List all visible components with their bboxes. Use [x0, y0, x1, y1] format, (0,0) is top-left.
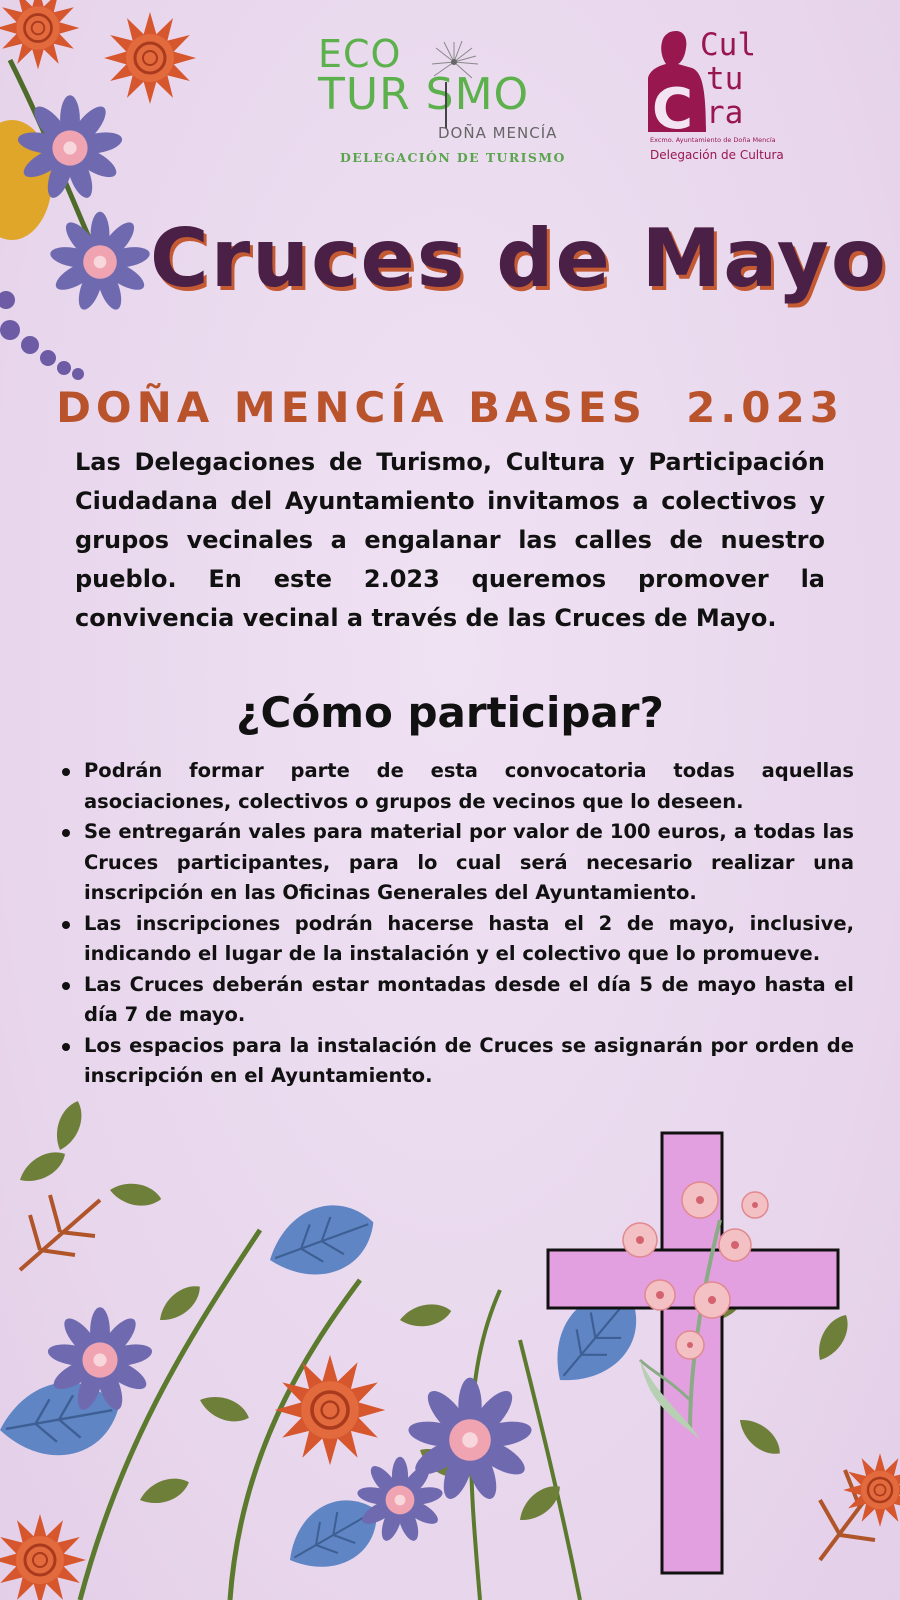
rule-text: Las inscripciones podrán hacerse hasta el 2 de mayo, inclusive, indicando el lugar de la instalación y el colectivo que lo promueve.: [84, 911, 854, 965]
page-title: Cruces de Mayo: [150, 212, 888, 305]
rule-text: Podrán formar parte de esta convocatoria todas aquellas asociaciones, colectivos o grupos de vecinos que lo deseen.: [84, 759, 854, 813]
cultura-initial: C: [652, 77, 694, 132]
rule-item: [58, 1031, 854, 1092]
rule-item: [58, 817, 854, 909]
rule-text: Se entregarán vales para material por valor de 100 euros, a todas las Cruces participantes, para lo cual será necesario realizar una inscripción en las Oficinas Generales del Ayuntamiento.: [84, 820, 854, 904]
eco-logo-line2: TUR SMO: [318, 69, 530, 120]
rule-item: [58, 970, 854, 1031]
cultura-word-line3: ra: [706, 95, 744, 131]
eco-logo-delegation: DELEGACIÓN DE TURISMO: [340, 150, 566, 165]
rule-item: [58, 756, 854, 817]
eco-logo-town: DOÑA MENCÍA: [438, 124, 558, 142]
cultura-word-line1: Cul: [700, 27, 756, 63]
page-subtitle: DOÑA MENCÍA BASES 2.023: [56, 383, 844, 432]
ecoturismo-logo: [318, 34, 578, 166]
cultura-word-line2: tu: [706, 61, 744, 97]
how-to-heading: ¿Cómo participar?: [236, 688, 664, 737]
dandelion-icon: [426, 38, 482, 134]
bullet-icon: [62, 1043, 70, 1051]
rules-list: [58, 756, 854, 1092]
top-left-flowers: [0, 0, 196, 380]
bullet-icon: [62, 921, 70, 929]
rule-text: Las Cruces deberán estar montadas desde el día 5 de mayo hasta el día 7 de mayo.: [84, 972, 854, 1026]
eco-logo-line1: ECO: [318, 32, 402, 76]
cultura-logo: [648, 28, 798, 168]
cultura-figure-icon: [648, 28, 708, 132]
bullet-icon: [62, 768, 70, 776]
bullet-icon: [62, 829, 70, 837]
rule-item: [58, 909, 854, 970]
rule-text: Los espacios para la instalación de Cruces se asignarán por orden de inscripción en el Ayuntamiento.: [84, 1033, 854, 1087]
intro-paragraph: Las Delegaciones de Turismo, Cultura y Participación Ciudadana del Ayuntamiento invitamos a colectivos y grupos vecinales a engalanar las calles de nuestro pueblo. En este 2.023 queremos promover la convivencia vecinal a través de las Cruces de Mayo.: [75, 448, 825, 632]
bottom-garden: [0, 1098, 900, 1600]
bullet-icon: [62, 982, 70, 990]
cultura-delegation: Delegación de Cultura: [650, 148, 784, 162]
cultura-town-hall: Excmo. Ayuntamiento de Doña Mencía: [650, 136, 776, 144]
